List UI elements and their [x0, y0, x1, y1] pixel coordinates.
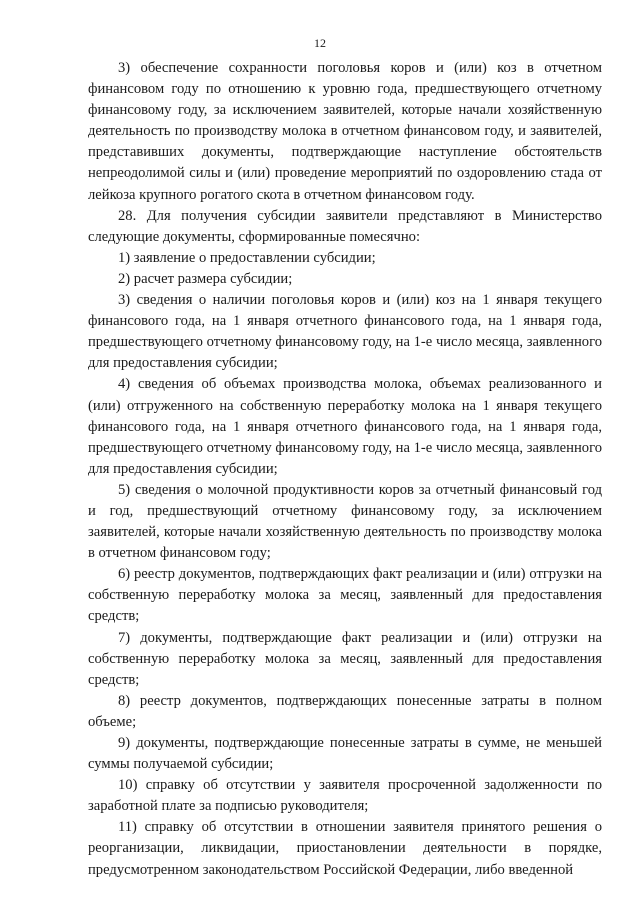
paragraph: 3) сведения о наличии поголовья коров и (или) коз на 1 января текущего финансового года, на 1 января отчетного финансового года, на 1 января года, предшествующего отчетному финансовому году, на 1-е число месяца, заявленного для предоставления субсидии;	[88, 292, 602, 372]
document-body	[88, 58, 602, 881]
paragraph: 8) реестр документов, подтверждающих понесенные затраты в полном объеме;	[88, 692, 602, 730]
paragraph: 10) справку об отсутствии у заявителя просроченной задолженности по заработной плате за подписью руководителя;	[88, 777, 602, 815]
paragraph: 7) документы, подтверждающие факт реализации и (или) отгрузки на собственную переработку молока за месяц, заявленный для предоставления средств;	[88, 629, 602, 688]
paragraph: 4) сведения об объемах производства молока, объемах реализованного и (или) отгруженного на собственную переработку молока на 1 января текущего финансового года, на 1 января отчетного финансового года, на 1 января года, предшествующего отчетному финансовому году, на 1-е число месяца, заявленного для предоставления субсидии;	[88, 376, 602, 477]
paragraph: 28. Для получения субсидии заявители представляют в Министерство следующие документы, сформированные помесячно:	[88, 207, 602, 245]
paragraph: 5) сведения о молочной продуктивности коров за отчетный финансовый год и год, предшествующий отчетному финансовому году, за исключением заявителей, которые начали хозяйственную деятельность по производству молока в отчетном финансовом году;	[88, 481, 602, 562]
paragraph: 3) обеспечение сохранности поголовья коров и (или) коз в отчетном финансовом году по отношению к уровню года, предшествующего отчетному финансовому году, за исключением заявителей, которые начали хозяйственную деятельность по производству молока в отчетном финансовом году, и заявителей, представивших документы, подтверждающие наступление обстоятельств непреодолимой силы и (или) проведение мероприятий по оздоровлению стада от лейкоза крупного рогатого скота в отчетном финансовом году.	[88, 60, 602, 203]
paragraph: 1) заявление о предоставлении субсидии;	[118, 249, 376, 266]
paragraph: 9) документы, подтверждающие понесенные затраты в сумме, не меньшей суммы получаемой субсидии;	[88, 735, 602, 773]
page-number: 12	[314, 36, 326, 50]
paragraph: 11) справку об отсутствии в отношении заявителя принятого решения о реорганизации, ликвидации, приостановлении деятельности в порядке, предусмотренном законодательством Российской Федерации, либо введенной	[88, 819, 602, 878]
paragraph: 2) расчет размера субсидии;	[118, 270, 293, 287]
paragraph: 6) реестр документов, подтверждающих факт реализации и (или) отгрузки на собственную переработку молока за месяц, заявленный для предоставления средств;	[88, 566, 602, 625]
